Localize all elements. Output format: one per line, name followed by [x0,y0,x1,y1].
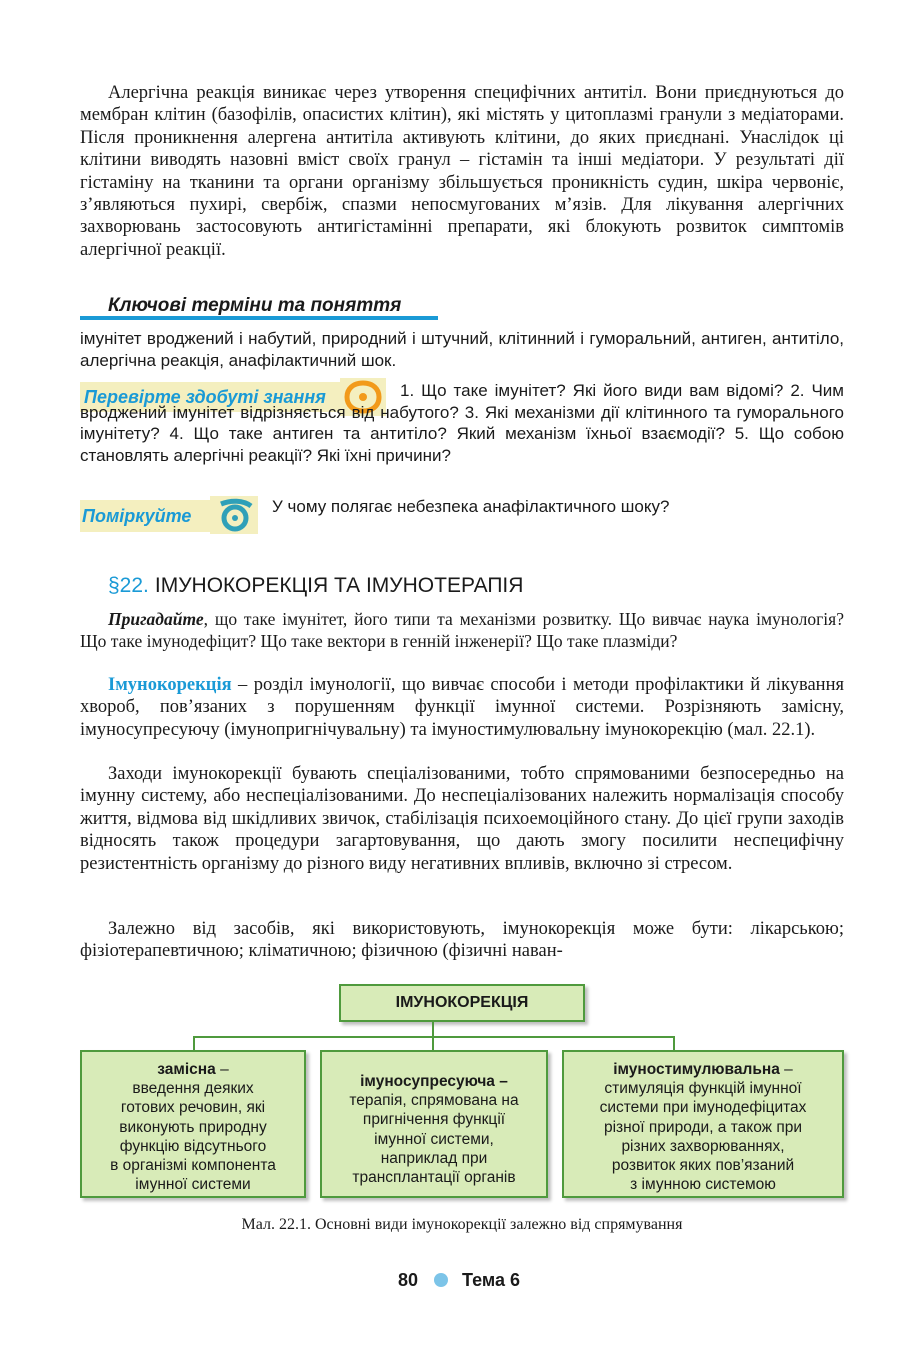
topic-label: Тема 6 [462,1270,520,1290]
diagram-connector [193,1036,195,1050]
box-line: з імунною системою [630,1176,776,1194]
section-title [108,572,808,600]
intro-text: Алергічна реакція виникає через утворення специфічних антитіл. Вони приєднуються до мембран клітин (базофілів, опасистих клітин), які містять у цитоплазмі гранули з медіаторами. Після проникнення алергена антитіла активують клітини, до яких приєднані. Унаслідок ці клітини виводять назовні вміст своїх гранул – гістамін та інші медіатори. У результаті дії гістаміну на тканини та органи організму збільшується проникність судин, шкіра червоніє, з’являються пухирі, свербіж, спазми непосмугованих м’язів. Для лікування алергічних захворювань застосовують антигістамінні препарати, які блокують розвиток симптомів алергічної реакції. [80,83,844,260]
page-footer [0,1268,918,1292]
diagram-root-box: ІМУНОКОРЕКЦІЯ [339,984,585,1022]
diagram-connector [193,1036,675,1038]
remember-text: , що таке імунітет, його типи та механізми розвитку. Що вивчає наука імунологія? Що таке імунодефіцит? Що таке вектори в генній інженерії? Що таке плазміди? [80,609,844,651]
section-title-text: ІМУНОКОРЕКЦІЯ ТА ІМУНОТЕРАПІЯ [154,574,524,597]
box-line: системи при імунодефіцитах [599,1099,807,1117]
think-question: У чому полягає небезпека анафілактичного шоку? [272,497,670,516]
measures-text: Заходи імунокорекції бувають спеціалізованими, тобто спрямованими безпосередньо на імунну систему, або неспеціалізованими. До неспеціалізованих належить нормалізація способу життя, відмова від шкідливих звичок, стабілізація психоемоційного стану. До цієї групи заходів відносять також процедури загартовування, що дають змогу посилити неспецифічну резистентність організму до різного виду негативних впливів, включно зі стресом. [80,764,844,874]
key-terms-heading: Ключові терміни та поняття [80,294,438,320]
diagram-connector [673,1036,675,1050]
box-title: імуносупресуюча – [360,1073,508,1090]
box-line: пригнічення функції [362,1111,506,1129]
intro-paragraph [80,82,844,261]
check-knowledge-label: Перевірте здобуті знання [80,382,340,412]
means-paragraph [80,918,844,963]
definition-paragraph [80,674,844,741]
means-text: Залежно від засобів, які використовують, імунокорекція може бути: лікарською; фізіотерапевтичною; кліматичною; фізичною (фізичні наван- [80,919,844,962]
eye-icon [210,496,258,534]
diagram-box-immunostimulating [562,1050,844,1198]
box-line: різних захворюваннях, [621,1137,785,1155]
box-line: наприклад при [380,1149,488,1167]
box-line: стимуляція функцій імунної [604,1080,802,1098]
figure-caption: Мал. 22.1. Основні види імунокорекції залежно від спрямування [241,1216,683,1233]
box-sep: – [779,1061,793,1078]
box-line: введення деяких [132,1080,254,1098]
box-title: замісна [157,1061,216,1078]
box-line: терапія, спрямована на [349,1092,519,1110]
remember-paragraph [80,609,844,652]
box-title: імуностимулювальна [613,1061,780,1078]
check-questions: 1. Що таке імунітет? Які його види вам відомі? 2. Чим вроджений імунітет відрізняється від набутого? 3. Які механізми дії клітинного та гуморального імунітету? 4. Що таке антиген та антитіло? Який механізм їхньої взаємодії? 5. Що собою становлять алергічні реакції? Які їхні причини? [80,381,844,465]
section-number: §22. [108,574,149,597]
box-line: готових речовин, які [120,1099,266,1117]
diagram-box-replacement [80,1050,306,1198]
box-line: імунної системи [135,1176,251,1194]
remember-lead: Пригадайте [108,609,204,629]
box-line: в організмі компонента [110,1157,276,1175]
key-terms-text: імунітет вроджений і набутий, природний і штучний, клітинний і гуморальний, антиген, антитіло, алергічна реакція, анафілактичний шок. [80,329,844,370]
box-line: трансплантації органів [352,1169,516,1187]
definition-text: – розділ імунології, що вивчає способи і методи профілактики й лікування хвороб, пов’язаних з порушенням функції імунної системи. Розрізняють замісну, імуносупресуючу (імунопригнічувальну) та імуностимулювальну імунокорекцію (мал. 22.1). [80,675,844,740]
page-number: 80 [397,1270,419,1290]
box-line: різної природи, а також при [603,1118,803,1136]
diagram-connector [432,1036,434,1050]
measures-paragraph [80,763,844,875]
diagram-box-immunosuppressive [320,1050,548,1198]
box-line: виконують природну [119,1118,267,1136]
box-line: функцію відсутнього [119,1137,267,1155]
box-line: імунної системи, [374,1130,494,1148]
bullet-dot-icon [434,1273,448,1287]
box-sep: – [215,1061,229,1078]
think-label: Поміркуйте [80,500,210,532]
term-immunocorrection: Імунокорекція [108,675,232,695]
box-line: розвиток яких пов’язаний [611,1157,795,1175]
diagram-connector [432,1022,434,1036]
